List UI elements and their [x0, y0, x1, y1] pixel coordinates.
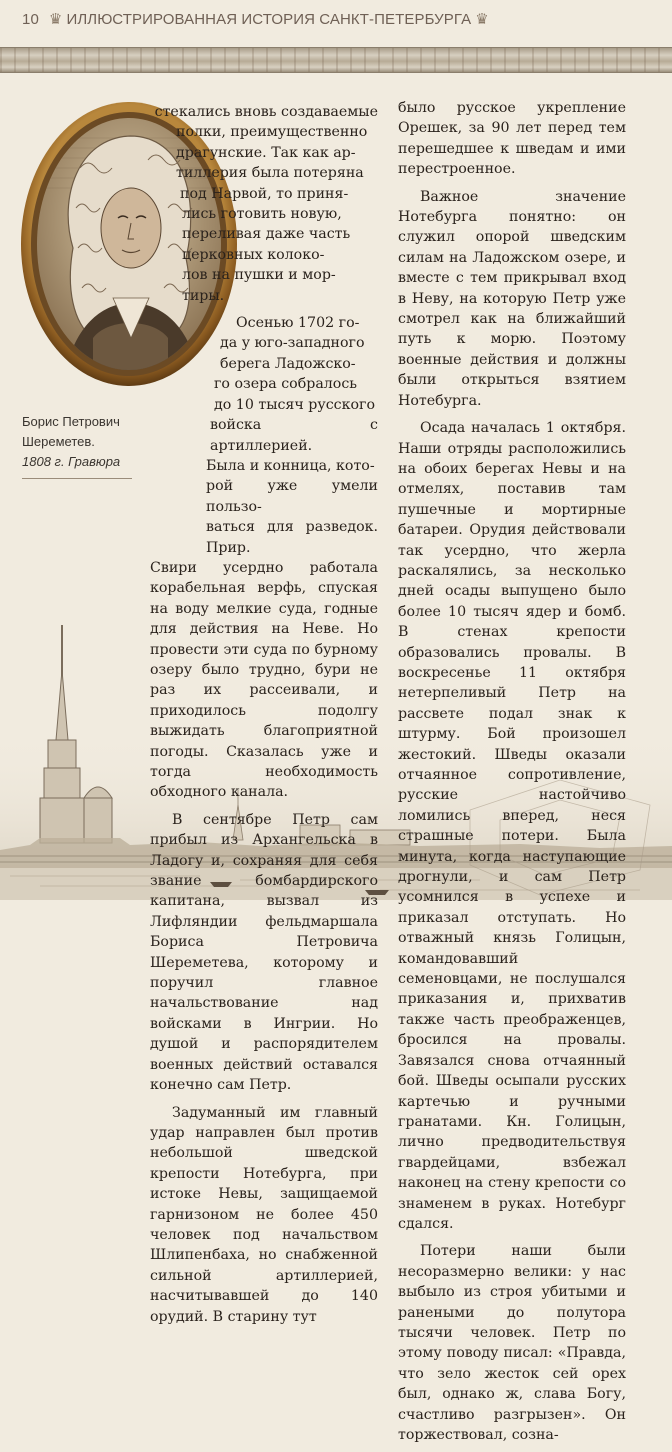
paragraph-4: Задуманный им главный удар направлен был против небольшой шведской крепости Нотебурга, при истоке Невы, защищаемой гарнизоном не более 450 человек под начальством Шлипенбаха, но снабженной сильной артиллерией, насчитывавшей до 140 орудий. В старину тут: [150, 1104, 378, 1325]
header-runner: [22, 10, 493, 28]
text-column-left: [150, 102, 378, 1334]
text-line: до 10 тысяч русского: [214, 396, 375, 413]
running-header: [0, 0, 672, 46]
text-line: стекались вновь создаваемые: [154, 104, 378, 120]
paragraph-8: Потери наши были несоразмерно велики: у нас выбыло из строя убитыми и ранеными до полутора тысячи человек. Петр по этому поводу писал: «Правда, что зело жесток сей орех был, однако ж, слава Богу, счастливо разгрызен». Он торжествовал, созна-: [398, 1243, 626, 1443]
portrait-caption: [22, 412, 140, 479]
text-line: рой уже умели пользо-: [206, 478, 378, 515]
paragraph-6: Важное значение Нотебурга понятно: он служил опорой шведским силам на Ладожском озере, и вместе с тем прикрывал вход в Неву, на которую Петр уже смотрел как на ближайший путь к морю. Поэтому военные действия и должны были открыться взятием Нотебурга.: [398, 188, 626, 409]
text-line: ваться для разведок. Прир.: [206, 519, 378, 556]
text-run: Свири усердно работала корабельная верфь, спуская на воду мелкие суда, годные для действия на Неве. Но провести эти суда по бурному озеру было трудно, бури не раз их рассеивали, и приходилось подолгу выжидать благоприятной погоды. Сказалась уже и тогда необходимость обходного канала.: [150, 559, 378, 801]
text-line: драгунские. Так как ар-: [176, 144, 356, 161]
paragraph-3: В сентябре Петр сам прибыл из Архангельска в Ладогу и, сохраняя для себя звание бомбардирского капитана, вызвал из Лифляндии фельдмаршала Бориса Петровича Шереметева, которому и поручил главное начальствование над войсками в Ингрии. Но душой и распорядителем военных действий оставался конечно сам Петр.: [150, 811, 378, 1094]
text-line: Осенью 1702 го-: [236, 315, 360, 332]
text-line: го озера собралось: [214, 376, 358, 393]
page-number: 10: [22, 11, 39, 28]
decorative-border-band: [0, 47, 672, 73]
paragraph-1: [150, 102, 378, 306]
text-line: тиллерия была потеряна: [176, 165, 364, 182]
text-line: да у юго-западного: [220, 335, 365, 352]
crown-ornament-icon-right: ♛: [475, 11, 489, 28]
text-line: лись готовить новую,: [182, 206, 342, 223]
text-line: под Нарвой, то приня-: [180, 185, 349, 202]
caption-name: Борис Петрович Шереметев.: [22, 414, 120, 449]
text-column-right: [398, 98, 626, 1452]
caption-date: 1808 г. Гравюра: [22, 454, 121, 469]
text-line: полки, преимущественно: [176, 124, 368, 141]
text-line: церковных колоко-: [182, 246, 325, 263]
text-line: лов на пушки и мор-: [182, 267, 336, 284]
text-line: берега Ладожско-: [220, 355, 356, 372]
text-line: Была и конница, кото-: [206, 457, 375, 474]
book-title: ИЛЛЮСТРИРОВАННАЯ ИСТОРИЯ САНКТ-ПЕТЕРБУРГА: [66, 11, 472, 28]
caption-rule: [22, 478, 132, 479]
paragraph-2: [150, 313, 378, 803]
paragraph-5: было русское укрепление Орешек, за 90 лет перед тем перешедшее к шведам и ими перестроенное.: [398, 100, 626, 178]
crown-ornament-icon: ♛: [48, 11, 63, 28]
text-line: тиры.: [182, 287, 225, 304]
text-line: войска с артиллерией.: [210, 417, 378, 454]
text-line: переливая даже часть: [182, 226, 351, 243]
paragraph-7: Осада началась 1 октября. Наши отряды расположились на обоих берегах Невы и на отмелях, поставив там пушечные и мортирные батареи. Орудия действовали так усердно, что жерла раскалялись, за несколько дней осады выпущено было более 10 тысяч ядер и бомб. В стенах крепости образовались провалы. В воскресенье 11 октября нетерпеливый Петр на рассвете подал знак к штурму. Бой произошел жестокий. Шведы оказали отчаянное сопротивление, русские настойчиво ломились вперед, неся страшные потери. Была минута, когда наступающие дрогнули, и сам Петр усомнился в успехе и приказал отступать. Но отважный князь Голицын, командовавший семеновцами, не послушался приказания и, прихватив также часть преображенцев, бросился на провалы. Завязался снова отчаянный бой. Шведы осыпали русских картечью и ручными гранатами. Кн. Голицын, лично предводительствуя гвардейцами, взбежал наконец на стену крепости со знаменем в руках. Нотебург сдался.: [398, 420, 626, 1232]
